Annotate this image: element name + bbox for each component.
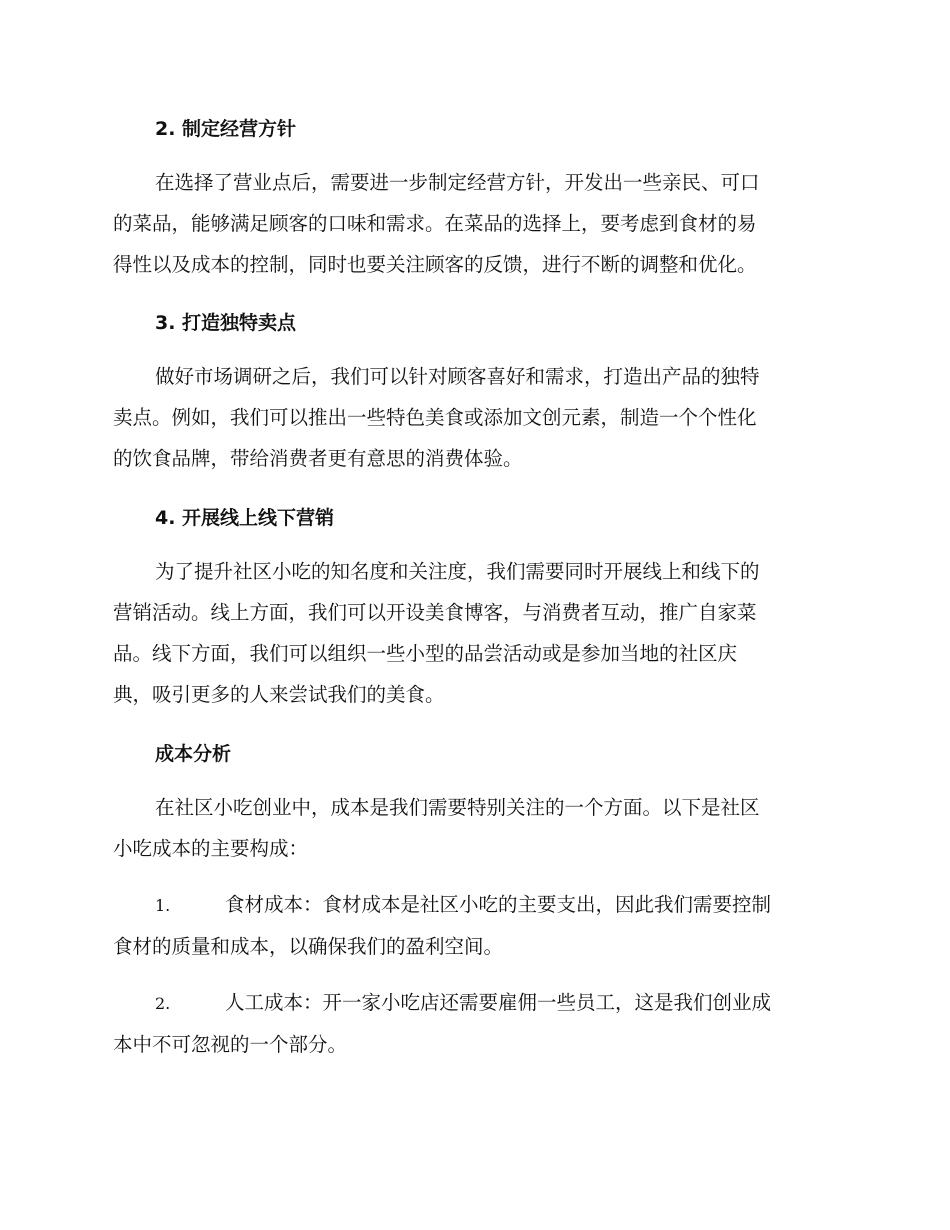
paragraph-line: 品。线下方面，我们可以组织一些小型的品尝活动或是参加当地的社区庆 [113, 642, 738, 665]
section-heading-2: 2. 制定经营方针 [155, 118, 297, 140]
list-item [113, 884, 833, 967]
list-item-first-line [113, 884, 833, 926]
list-item-first-line [113, 982, 833, 1024]
paragraph-line: 卖点。例如，我们可以推出一些特色美食或添加文创元素，制造一个个性化 [113, 406, 757, 429]
section-paragraph-3 [113, 356, 833, 479]
paragraph-line: 小吃成本的主要构成： [113, 837, 309, 860]
paragraph-line: 的菜品，能够满足顾客的口味和需求。在菜品的选择上，要考虑到食材的易 [113, 212, 757, 235]
paragraph-line: 营销活动。线上方面，我们可以开设美食博客，与消费者互动，推广自家菜 [113, 601, 757, 624]
paragraph-line: 得性以及成本的控制，同时也要关注顾客的反馈，进行不断的调整和优化。 [113, 253, 757, 276]
list-item-line: 食材的质量和成本，以确保我们的盈利空间。 [113, 935, 504, 958]
paragraph-line: 典，吸引更多的人来尝试我们的美食。 [113, 683, 445, 706]
section-heading-4: 4. 开展线上线下营销 [155, 507, 335, 529]
paragraph-line: 在社区小吃创业中，成本是我们需要特别关注的一个方面。以下是社区 [155, 796, 760, 819]
section-heading-cost-analysis: 成本分析 [155, 743, 232, 765]
section-paragraph-2 [113, 162, 833, 285]
list-number: 1. [155, 896, 171, 915]
paragraph-line: 为了提升社区小吃的知名度和关注度，我们需要同时开展线上和线下的 [155, 560, 760, 583]
list-text: 食材成本：食材成本是社区小吃的主要支出，因此我们需要控制 [225, 893, 772, 916]
section-paragraph-cost-analysis [113, 787, 833, 869]
paragraph-line: 的饮食品牌，带给消费者更有意思的消费体验。 [113, 447, 523, 470]
list-text: 人工成本：开一家小吃店还需要雇佣一些员工，这是我们创业成 [225, 991, 772, 1014]
list-item-line: 本中不可忽视的一个部分。 [113, 1033, 348, 1056]
list-number: 2. [155, 994, 171, 1013]
paragraph-line: 在选择了营业点后，需要进一步制定经营方针，开发出一些亲民、可口 [155, 171, 760, 194]
paragraph-line: 做好市场调研之后，我们可以针对顾客喜好和需求，打造出产品的独特 [155, 365, 760, 388]
list-item [113, 982, 833, 1065]
section-heading-3: 3. 打造独特卖点 [155, 312, 297, 334]
section-paragraph-4 [113, 551, 833, 715]
